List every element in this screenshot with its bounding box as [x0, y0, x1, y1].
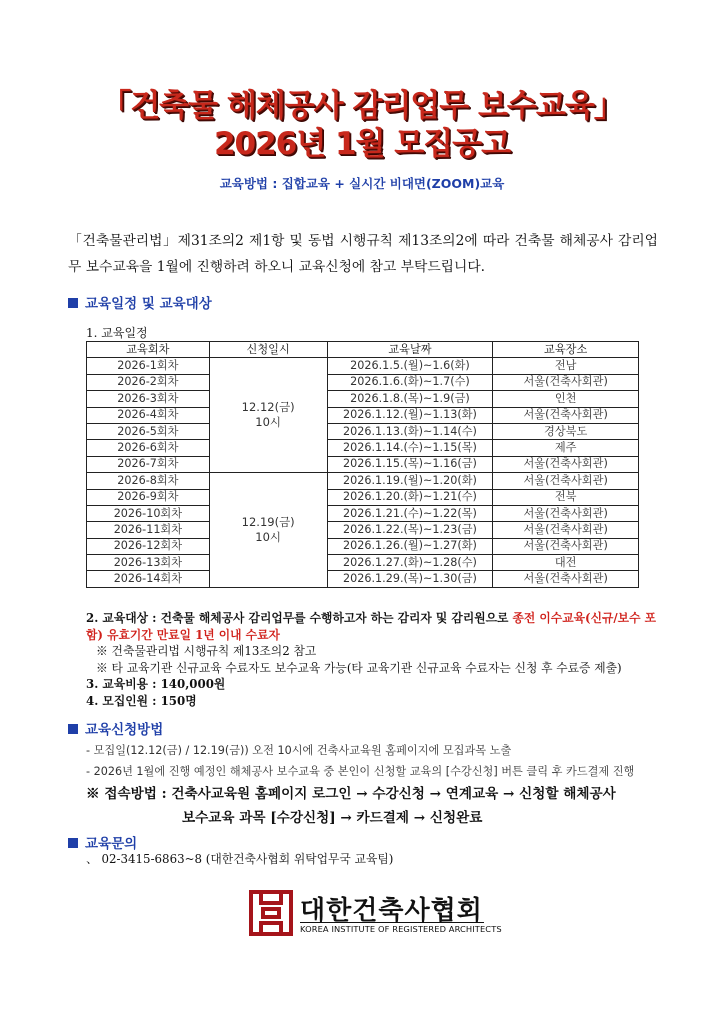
date-cell: 2026.1.14.(수)~1.15(목)	[327, 440, 493, 456]
session-cell: 2026-13회차	[87, 555, 210, 571]
table-row	[87, 522, 639, 538]
date-cell: 2026.1.29.(목)~1.30(금)	[327, 571, 493, 587]
apply-date: 12.12(금)	[241, 400, 295, 415]
table-row	[87, 473, 639, 489]
col-header-date: 교육날짜	[327, 342, 493, 358]
kira-logo	[248, 889, 502, 939]
apply-item-1: - 모집일(12.12(금) / 12.19(금)) 오전 10시에 건축사교육원 홈페이지에 모집과목 노출	[86, 744, 512, 757]
place-cell: 서울(건축사회관)	[493, 538, 639, 554]
place-cell: 서울(건축사회관)	[493, 407, 639, 423]
education-method: 교육방법 : 집합교육 + 실시간 비대면(ZOOM)교육	[219, 176, 505, 191]
square-bullet-icon	[68, 838, 78, 848]
table-row	[87, 407, 639, 423]
logo-name-english: KOREA INSTITUTE OF REGISTERED ARCHITECTS	[300, 924, 502, 934]
date-cell: 2026.1.22.(목)~1.23(금)	[327, 522, 493, 538]
schedule-label: 1. 교육일정	[86, 326, 148, 340]
session-cell: 2026-7회차	[87, 456, 210, 472]
table-row	[87, 555, 639, 571]
session-cell: 2026-5회차	[87, 423, 210, 439]
place-cell: 서울(건축사회관)	[493, 374, 639, 390]
table-row	[87, 440, 639, 456]
apply-time: 10시	[255, 529, 282, 544]
table-row	[87, 505, 639, 521]
apply-time: 10시	[255, 415, 282, 430]
place-cell: 경상북도	[493, 423, 639, 439]
session-cell: 2026-1회차	[87, 358, 210, 374]
session-cell: 2026-9회차	[87, 489, 210, 505]
section-apply-heading: 교육신청방법	[68, 718, 163, 738]
note-other-institution: ※ 타 교육기관 신규교육 수료자도 보수교육 가능(타 교육기관 신규교육 수료자는 신청 후 수료증 제출)	[96, 660, 622, 675]
intro-paragraph: 「건축물관리법」제31조의2 제1항 및 동법 시행규칙 제13조의2에 따라 건축물 해체공사 감리업무 보수교육을 1월에 진행하려 하오니 교육신청에 참고 부탁드립니다.	[68, 233, 658, 275]
session-cell: 2026-3회차	[87, 391, 210, 407]
table-row	[87, 538, 639, 554]
square-bullet-icon	[68, 724, 78, 734]
session-cell: 2026-2회차	[87, 374, 210, 390]
col-header-place: 교육장소	[493, 342, 639, 358]
date-cell: 2026.1.26.(월)~1.27(화)	[327, 538, 493, 554]
session-cell: 2026-8회차	[87, 473, 210, 489]
title-line2: 2026년 1월 모집공고	[213, 126, 511, 162]
place-cell: 전북	[493, 489, 639, 505]
place-cell: 서울(건축사회관)	[493, 522, 639, 538]
square-bullet-icon	[68, 298, 78, 308]
table-row	[87, 391, 639, 407]
date-cell: 2026.1.15.(목)~1.16(금)	[327, 456, 493, 472]
table-row	[87, 374, 639, 390]
date-cell: 2026.1.27.(화)~1.28(수)	[327, 555, 493, 571]
place-cell: 서울(건축사회관)	[493, 473, 639, 489]
access-line-2: 보수교육 과목 [수강신청] → 카드결제 → 신청완료	[182, 810, 483, 826]
date-cell: 2026.1.5.(월)~1.6(화)	[327, 358, 493, 374]
table-row	[87, 358, 639, 374]
col-header-session: 교육회차	[87, 342, 210, 358]
place-cell: 서울(건축사회관)	[493, 456, 639, 472]
education-capacity: 4. 모집인원 : 150명	[86, 693, 197, 708]
apply-datetime-cell	[209, 358, 327, 473]
section-schedule-heading: 교육일정 및 교육대상	[68, 292, 212, 312]
access-method	[86, 782, 676, 830]
date-cell: 2026.1.19.(월)~1.20(화)	[327, 473, 493, 489]
session-cell: 2026-6회차	[87, 440, 210, 456]
apply-method-list	[86, 740, 666, 782]
date-cell: 2026.1.21.(수)~1.22(목)	[327, 505, 493, 521]
date-cell: 2026.1.13.(화)~1.14(수)	[327, 423, 493, 439]
apply-date: 12.19(금)	[241, 514, 295, 529]
table-row	[87, 489, 639, 505]
table-row	[87, 423, 639, 439]
education-fee: 3. 교육비용 : 140,000원	[86, 677, 226, 691]
place-cell: 제주	[493, 440, 639, 456]
place-cell: 대전	[493, 555, 639, 571]
contact-info: 、 02-3415-6863~8 (대한건축사협회 위탁업무국 교육팀)	[86, 852, 394, 866]
schedule-table	[86, 341, 639, 588]
table-row	[87, 456, 639, 472]
place-cell: 서울(건축사회관)	[493, 505, 639, 521]
session-cell: 2026-10회차	[87, 505, 210, 521]
title-line1: 「건축물 해체공사 감리업무 보수교육」	[100, 88, 624, 124]
session-cell: 2026-11회차	[87, 522, 210, 538]
place-cell: 전남	[493, 358, 639, 374]
col-header-apply: 신청일시	[209, 342, 327, 358]
date-cell: 2026.1.12.(월)~1.13(화)	[327, 407, 493, 423]
education-target-block	[86, 610, 656, 709]
table-row	[87, 571, 639, 587]
session-cell: 2026-12회차	[87, 538, 210, 554]
logo-name-korean: 대한건축사협회	[300, 896, 483, 926]
schedule-body	[87, 358, 639, 587]
kira-emblem-icon	[248, 889, 294, 937]
session-cell: 2026-4회차	[87, 407, 210, 423]
apply-datetime-cell	[209, 473, 327, 588]
target-highlight: 종전 이수교육(신규/보수 포함) 유효기간 만료일 1년 이내 수료자	[86, 611, 656, 642]
schedule-header-row	[87, 342, 639, 358]
note-law: ※ 건축물관리법 시행규칙 제13조의2 참고	[96, 644, 317, 658]
place-cell: 인천	[493, 391, 639, 407]
access-line-1: ※ 접속방법 : 건축사교육원 홈페이지 로그인 → 수강신청 → 연계교육 → 신청할 해체공사	[86, 786, 616, 802]
date-cell: 2026.1.20.(화)~1.21(수)	[327, 489, 493, 505]
session-cell: 2026-14회차	[87, 571, 210, 587]
date-cell: 2026.1.8.(목)~1.9(금)	[327, 391, 493, 407]
section-contact-heading: 교육문의	[68, 832, 137, 852]
date-cell: 2026.1.6.(화)~1.7(수)	[327, 374, 493, 390]
place-cell: 서울(건축사회관)	[493, 571, 639, 587]
apply-item-2: - 2026년 1월에 진행 예정인 해체공사 보수교육 중 본인이 신청할 교육의 [수강신청] 버튼 클릭 후 카드결제 진행	[86, 765, 635, 778]
education-target: 2. 교육대상 : 건축물 해체공사 감리업무를 수행하고자 하는 감리자 및 감리원으로 종전 이수교육(신규/보수 포함) 유효기간 만료일 1년 이내 수료자	[86, 611, 656, 642]
